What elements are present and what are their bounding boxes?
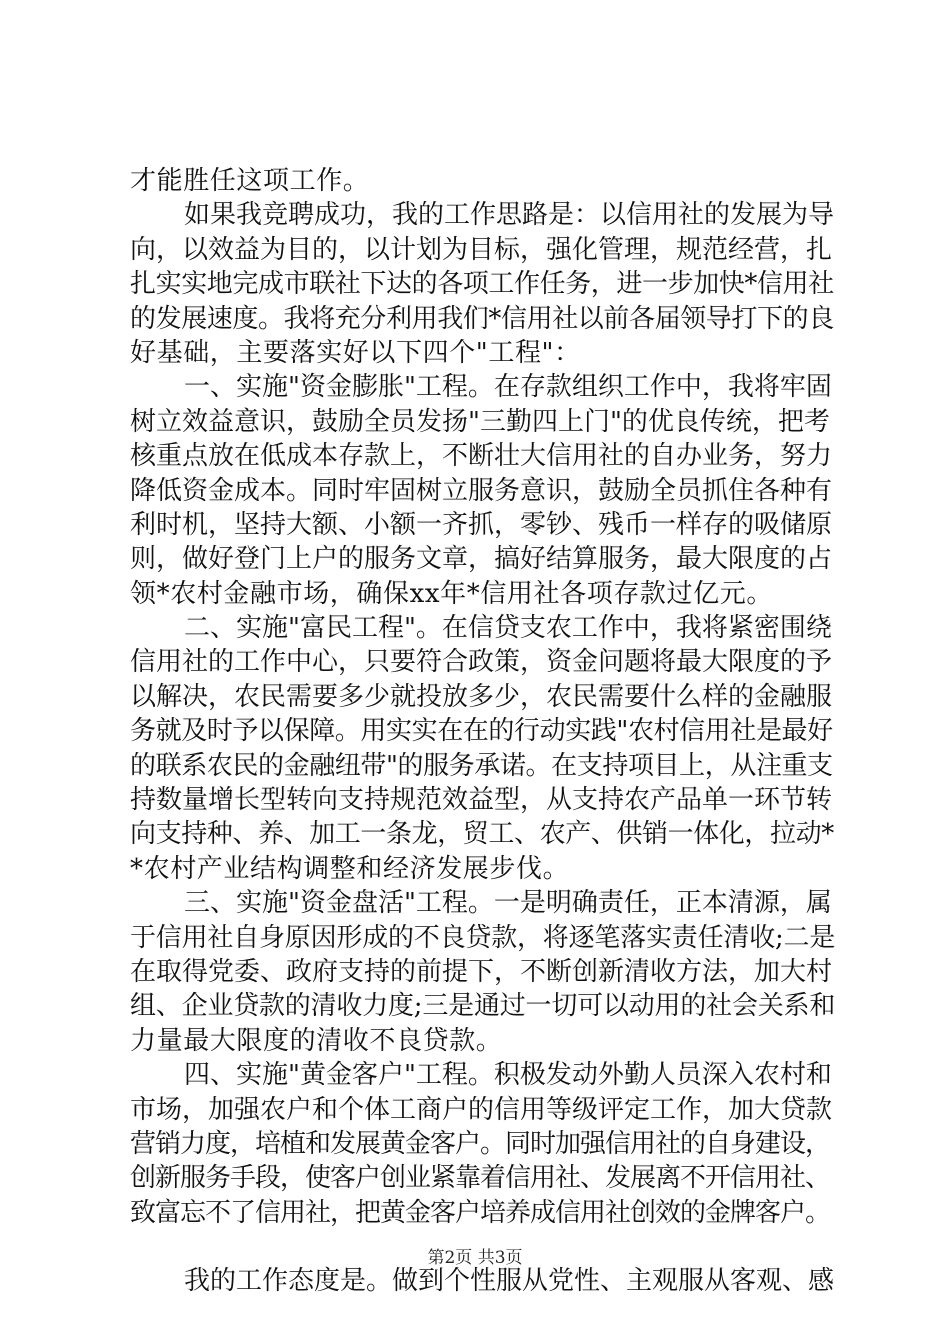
text-line: 力量最大限度的清收不良贷款。 <box>130 1025 503 1056</box>
page-number-footer: 第2页 共3页 <box>427 1248 523 1268</box>
text-line: 以解决，农民需要多少就投放多少，农民需要什么样的金融服 <box>130 681 833 712</box>
paragraph-start-line: 我的工作态度是。做到个性服从党性、主观服从客观、感 <box>184 1266 835 1297</box>
text-line: 领*农村金融市场，确保xx年*信用社各项存款过亿元。 <box>130 578 773 609</box>
text-line: 营销力度，培植和发展黄金客户。同时加强信用社的自身建设， <box>130 1128 831 1159</box>
paragraph-start-line: 二、实施"富民工程"。在信贷支农工作中，我将紧密围绕 <box>184 613 832 644</box>
text-line: 的联系农民的金融纽带"的服务承诺。在支持项目上，从注重支 <box>130 750 833 781</box>
text-line: 市场，加强农户和个体工商户的信用等级评定工作，加大贷款 <box>130 1094 833 1125</box>
text-line: 降低资金成本。同时牢固树立服务意识，鼓励全员抓住各种有 <box>130 475 833 506</box>
text-line: 才能胜任这项工作。 <box>130 166 370 196</box>
text-line: 的发展速度。我将充分利用我们*信用社以前各届领导打下的良 <box>130 303 834 334</box>
text-line: 好基础，主要落实好以下四个"工程"： <box>130 337 581 368</box>
text-line: 持数量增长型转向支持规范效益型，从支持农产品单一环节转 <box>130 785 833 816</box>
text-line: 向，以效益为目的，以计划为目标，强化管理，规范经营，扎 <box>130 234 833 265</box>
document-body <box>130 164 835 1299</box>
text-line: 于信用社自身原因形成的不良贷款，将逐笔落实责任清收;二是 <box>130 922 836 953</box>
text-line: 在取得党委、政府支持的前提下，不断创新清收方法，加大村 <box>130 956 833 987</box>
paragraph-start-line: 如果我竞聘成功，我的工作思路是：以信用社的发展为导 <box>184 200 835 231</box>
text-line: 树立效益意识，鼓励全员发扬"三勤四上门"的优良传统，把考 <box>130 406 830 437</box>
text-line: 致富忘不了信用社，把黄金客户培养成信用社创效的金牌客户。 <box>130 1197 831 1228</box>
text-line: *农村产业结构调整和经济发展步伐。 <box>130 853 570 884</box>
text-line: 则，做好登门上户的服务文章，搞好结算服务，最大限度的占 <box>130 544 833 575</box>
text-line: 创新服务手段，使客户创业紧靠着信用社、发展离不开信用社、 <box>130 1163 831 1194</box>
text-line: 扎实实地完成市联社下达的各项工作任务，进一步加快*信用社 <box>130 269 834 300</box>
paragraph-start-line: 三、实施"资金盘活"工程。一是明确责任，正本清源，属 <box>184 888 832 919</box>
paragraph-start-line: 一、实施"资金膨胀"工程。在存款组织工作中，我将牢固 <box>184 372 832 403</box>
text-line: 信用社的工作中心，只要符合政策，资金问题将最大限度的予 <box>130 647 833 678</box>
text-line: 向支持种、养、加工一条龙，贸工、农产、供销一体化，拉动* <box>130 819 834 850</box>
text-line: 组、企业贷款的清收力度;三是通过一切可以动用的社会关系和 <box>130 991 836 1022</box>
text-line: 核重点放在低成本存款上，不断壮大信用社的自办业务，努力 <box>130 441 833 472</box>
text-line: 务就及时予以保障。用实实在在的行动实践"农村信用社是最好 <box>130 716 833 747</box>
text-line: 利时机，坚持大额、小额一齐抓，零钞、残币一样存的吸储原 <box>130 509 833 540</box>
paragraph-start-line: 四、实施"黄金客户"工程。积极发动外勤人员深入农村和 <box>184 1060 832 1091</box>
